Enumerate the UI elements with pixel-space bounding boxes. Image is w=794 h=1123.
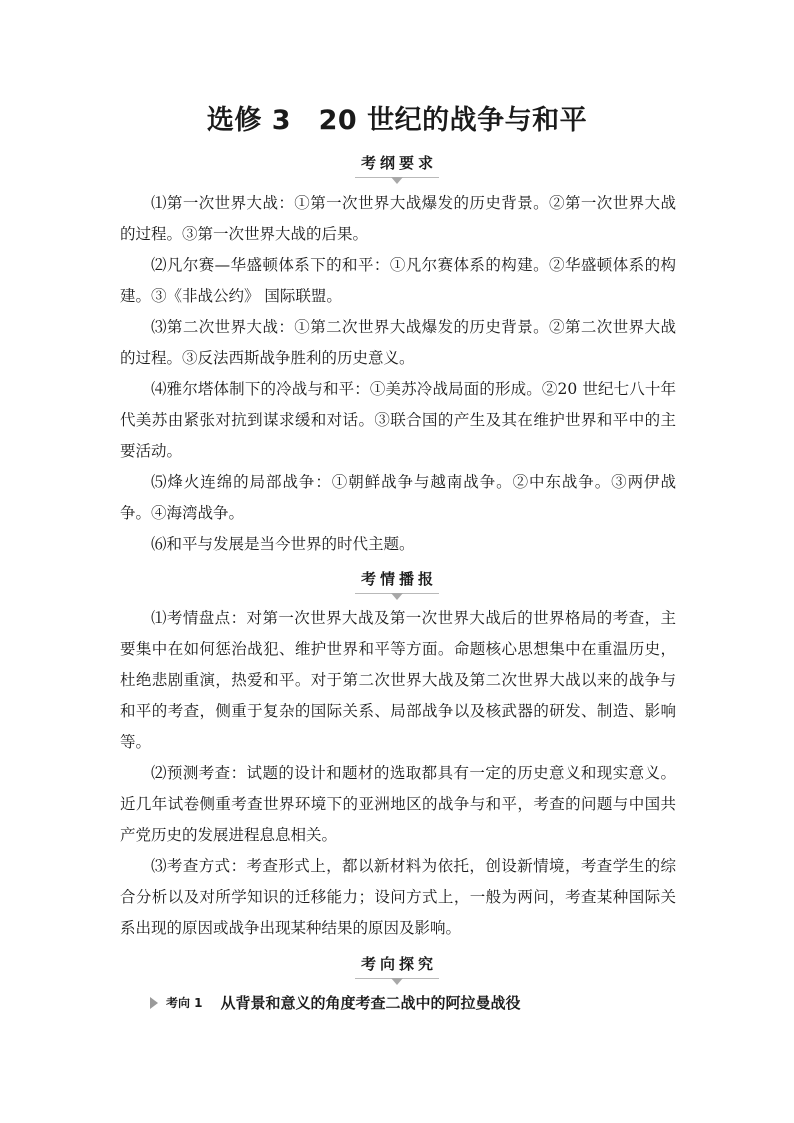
- outline-paragraph-3: ⑶第二次世界大战：①第二次世界大战爆发的历史背景。②第二次世界大战的过程。③反法西斯战争胜利的历史意义。: [120, 318, 676, 367]
- report-paragraph-3: ⑶考查方式：考查形式上，都以新材料为依托，创设新情境，考查学生的综合分析以及对所学知识的迁移能力；设问方式上，一般为两问，考查某种国际关系出现的原因或战争出现某种结果的原因及影响。: [120, 857, 676, 937]
- topic-tag: 考向 1: [166, 996, 203, 1010]
- report-paragraph-1: ⑴考情盘点：对第一次世界大战及第一次世界大战后的世界格局的考查，主要集中在如何惩治战犯、维护世界和平等方面。命题核心思想集中在重温历史，杜绝悲剧重演，热爱和平。对于第二次世界大战及第二次世界大战以来的战争与和平的考查，侧重于复杂的国际关系、局部战争以及核武器的研发、制造、影响等。: [120, 609, 676, 751]
- outline-paragraph-1: ⑴第一次世界大战：①第一次世界大战爆发的历史背景。②第一次世界大战的过程。③第一次世界大战的后果。: [120, 194, 676, 243]
- outline-paragraph-2: ⑵凡尔赛—华盛顿体系下的和平：①凡尔赛体系的构建。②华盛顿体系的构建。③《非战公约》 国际联盟。: [120, 256, 676, 305]
- triangle-right-icon: [150, 997, 158, 1009]
- section-heading-explore-text: 考向探究: [360, 955, 437, 973]
- page-title: 选修 3 20 世纪的战争与和平: [206, 105, 588, 136]
- section-heading-report-text: 考情播报: [360, 570, 437, 588]
- outline-paragraph-4: ⑷雅尔塔体制下的冷战与和平：①美苏冷战局面的形成。②20 世纪七八十年代美苏由紧张对抗到谋求缓和对话。③联合国的产生及其在维护世界和平中的主要活动。: [120, 380, 676, 460]
- report-paragraph-2: ⑵预测考查：试题的设计和题材的选取都具有一定的历史意义和现实意义。近几年试卷侧重考查世界环境下的亚洲地区的战争与和平，考查的问题与中国共产党历史的发展进程息息相关。: [120, 764, 676, 844]
- outline-paragraph-5: ⑸烽火连绵的局部战争：①朝鲜战争与越南战争。②中东战争。③两伊战争。④海湾战争。: [120, 473, 676, 522]
- down-arrow-icon: [391, 177, 403, 184]
- outline-paragraph-6: ⑹和平与发展是当今世界的时代主题。: [151, 535, 415, 553]
- section-heading-outline-text: 考纲要求: [360, 154, 437, 172]
- section-heading-report: [120, 568, 674, 594]
- topic-title: 从背景和意义的角度考查二战中的阿拉曼战役: [220, 994, 521, 1012]
- down-arrow-icon: [391, 593, 403, 600]
- section-heading-outline: [120, 152, 674, 178]
- section-heading-explore: [120, 953, 674, 979]
- topic-line: [150, 992, 690, 1013]
- down-arrow-icon: [391, 978, 403, 985]
